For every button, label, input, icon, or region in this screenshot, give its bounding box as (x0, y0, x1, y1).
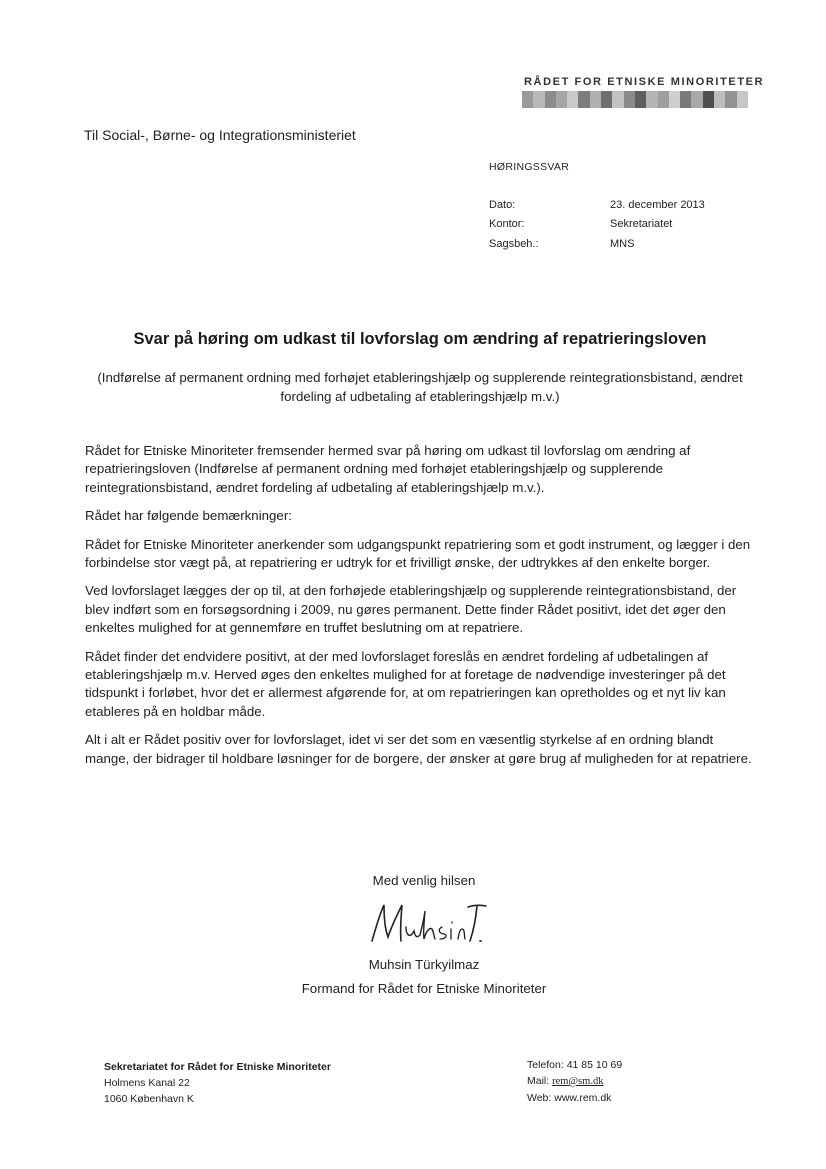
letterhead-color-bar (522, 91, 748, 108)
body-paragraph: Rådet for Etniske Minoriteter fremsender hermed svar på høring om udkast til lovforslag om ændring af repatrieringsloven (Indførelse af permanent ordning med forhøjet etableringshjælp og supplerende reintegrationsbistand, ændret fordeling af udbetaling af etableringshjælp m.v.). (85, 443, 691, 495)
color-bar-block (714, 91, 725, 108)
footer-city: 1060 København K (104, 1093, 194, 1105)
organization-name: RÅDET FOR ETNISKE MINORITETER (524, 76, 765, 88)
color-bar-block (601, 91, 612, 108)
color-bar-block (545, 91, 556, 108)
meta-row-office (489, 215, 705, 235)
closing-greeting: Med venlig hilsen (372, 873, 476, 888)
color-bar-block (669, 91, 680, 108)
body-paragraph: Rådet finder det endvidere positivt, at der med lovforslaget foreslås en ændret fordeling af udbetalingen af etableringshjælp m.v. Herved øges den enkeltes mulighed for at foretage de nødvendige investeringer på det tidspunkt i forløbet, hvor det er allermest afgørende for, at om repatrieringen kan opretholdes og et nyt liv kan etableres på en holdbar måde. (85, 648, 726, 719)
color-bar-block (578, 91, 589, 108)
meta-row-date (489, 195, 705, 215)
footer-mail-row (527, 1073, 622, 1090)
color-bar-block (612, 91, 623, 108)
body-paragraph: Ved lovforslaget lægges der op til, at den forhøjede etableringshjælp og supplerende reintegrationsbistand, der blev indført som en forsøgsordning i 2009, nu gøres permanent. Dette finder Rådet positivt, idet det øger den enkeltes mulighed for at gennemføre en truffet beslutning om at repatriere. (85, 583, 737, 636)
color-bar-block (725, 91, 736, 108)
document-meta (489, 195, 705, 254)
document-type: HØRINGSSVAR (489, 161, 570, 173)
meta-row-case-officer (489, 234, 705, 254)
recipient: Til Social-, Børne- og Integrationsministeriet (84, 127, 356, 143)
footer-street: Holmens Kanal 22 (104, 1077, 190, 1089)
color-bar-block (624, 91, 635, 108)
color-bar-block (646, 91, 657, 108)
color-bar-block (556, 91, 567, 108)
color-bar-block (680, 91, 691, 108)
footer-phone: Telefon: 41 85 10 69 (527, 1059, 623, 1071)
handwritten-signature (368, 897, 488, 945)
footer-web: Web: www.rem.dk (527, 1092, 612, 1104)
color-bar-block (737, 91, 748, 108)
meta-label: Dato: (489, 198, 516, 211)
document-title: Svar på høring om udkast til lovforslag om ændring af repatrieringsloven (133, 330, 707, 348)
color-bar-block (703, 91, 714, 108)
signer-name: Muhsin Türkyilmaz (368, 957, 480, 972)
meta-value: Sekretariatet (610, 218, 673, 231)
footer-contact (527, 1057, 622, 1106)
color-bar-block (691, 91, 702, 108)
body-paragraph: Alt i alt er Rådet positiv over for lovforslaget, idet vi ser det som en væsentlig styrkelse af en ordning blandt mange, der bidrager til holdbare løsninger for de borgere, der ønsker at gøre brug af muligheden for at repatriere. (85, 732, 752, 766)
color-bar-block (567, 91, 578, 108)
document-subtitle: (Indførelse af permanent ordning med forhøjet etableringshjælp og supplerende reintegrationsbistand, ændret fordeling af udbetaling af etableringshjælp m.v.) (97, 370, 743, 404)
meta-value: 23. december 2013 (610, 198, 705, 211)
body-paragraph: Rådet har følgende bemærkninger: (85, 508, 292, 524)
meta-value: MNS (610, 237, 635, 250)
footer-org: Sekretariatet for Rådet for Etniske Minoriteter (104, 1061, 331, 1073)
color-bar-block (590, 91, 601, 108)
footer-mail-link[interactable]: rem@sm.dk (552, 1076, 604, 1087)
color-bar-block (522, 91, 533, 108)
meta-label: Sagsbeh.: (489, 237, 539, 250)
body-paragraph: Rådet for Etniske Minoriteter anerkender som udgangspunkt repatriering som et godt instrument, og lægger i den forbindelse stor vægt på, at repatriering er udtryk for et frivilligt ønske, der udtrykkes af den enkelte borger. (85, 536, 751, 571)
color-bar-block (533, 91, 544, 108)
color-bar-block (635, 91, 646, 108)
color-bar-block (658, 91, 669, 108)
letter-body (85, 442, 755, 778)
footer-mail-label: Mail: (527, 1075, 553, 1087)
footer-address (104, 1059, 331, 1107)
signer-title: Formand for Rådet for Etniske Minoriteter (301, 981, 547, 996)
meta-label: Kontor: (489, 218, 525, 231)
